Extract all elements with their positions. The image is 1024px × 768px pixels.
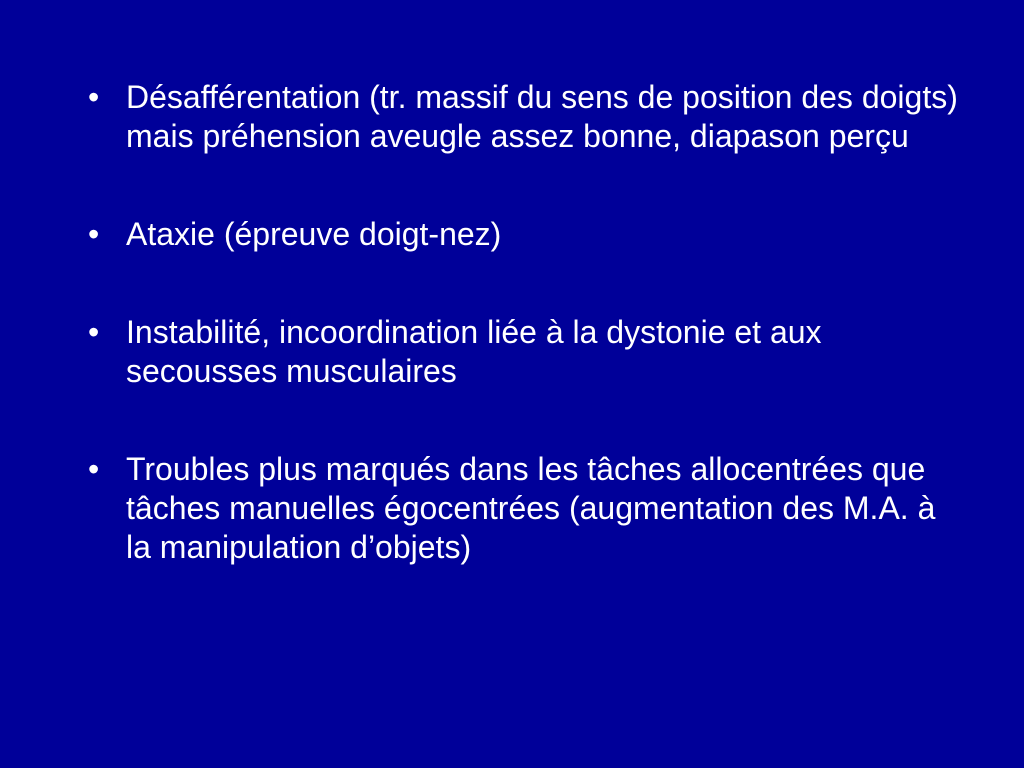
bullet-list [88, 78, 968, 567]
bullet-text: Troubles plus marqués dans les tâches allocentrées que tâches manuelles égocentrées (augmentation des M.A. à la manipulation d’objets) [126, 451, 936, 565]
bullet-text: Instabilité, incoordination liée à la dystonie et aux secousses musculaires [126, 314, 822, 389]
bullet-icon: • [88, 216, 100, 252]
bullet-icon: • [88, 79, 100, 115]
bullet-item-desafferentation [88, 78, 968, 156]
bullet-item-instabilite [88, 313, 968, 391]
bullet-icon: • [88, 314, 100, 350]
bullet-text: Ataxie (épreuve doigt-nez) [126, 216, 502, 252]
bullet-item-troubles [88, 450, 968, 567]
bullet-text: Désafférentation (tr. massif du sens de position des doigts) mais préhension aveugle assez bonne, diapason perçu [126, 79, 958, 154]
bullet-item-ataxie [88, 215, 968, 254]
bullet-icon: • [88, 451, 100, 487]
